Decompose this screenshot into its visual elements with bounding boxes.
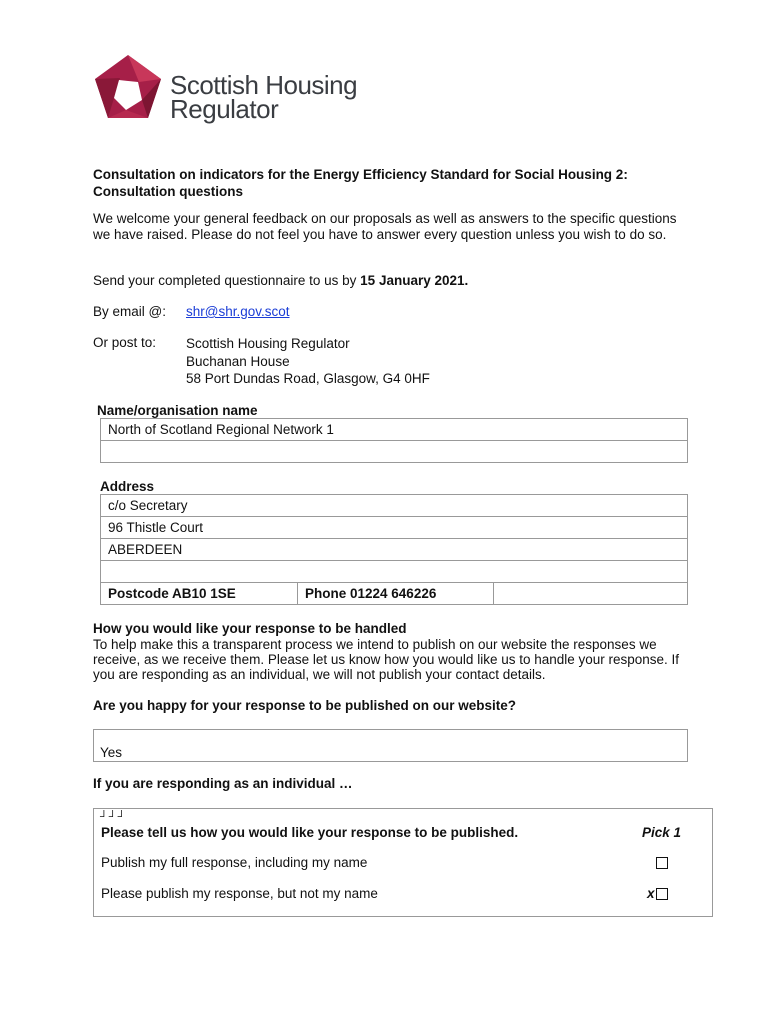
- title-line1: Consultation on indicators for the Energy Efficiency Standard for Social Housing 2:: [93, 167, 628, 182]
- glyph-artifacts: ┘┘┘: [100, 811, 127, 823]
- email-label: By email @:: [93, 304, 166, 319]
- option-anonymous-choice[interactable]: [647, 886, 668, 901]
- logo-text-line2: Regulator: [170, 94, 279, 124]
- address-line-field[interactable]: [101, 561, 687, 583]
- deadline-text: [93, 273, 693, 289]
- postcode-field[interactable]: Postcode AB10 1SE: [101, 583, 298, 605]
- logo-text-line1: Scottish Housing: [170, 70, 358, 100]
- publish-answer-value: Yes: [100, 745, 123, 760]
- deadline-date: 15 January 2021.: [360, 273, 469, 288]
- name-label: Name/organisation name: [97, 403, 258, 418]
- individual-options-box: [93, 808, 713, 917]
- address-label: Address: [100, 479, 155, 494]
- address-line: Buchanan House: [186, 353, 290, 369]
- checkbox-icon[interactable]: [656, 888, 668, 900]
- option-full-choice[interactable]: [647, 855, 668, 870]
- page-title: [93, 166, 693, 200]
- deadline-prefix: Send your completed questionnaire to us by: [93, 273, 361, 288]
- checkbox-icon[interactable]: [656, 857, 668, 869]
- handling-heading: How you would like your response to be handled: [93, 621, 407, 636]
- option-full-label: Publish my full response, including my name: [101, 855, 368, 870]
- title-line2: Consultation questions: [93, 184, 243, 199]
- extra-field[interactable]: [494, 583, 687, 605]
- post-label: Or post to:: [93, 335, 157, 350]
- name-field[interactable]: North of Scotland Regional Network 1: [101, 419, 687, 441]
- address-line-field[interactable]: 96 Thistle Court: [101, 517, 687, 539]
- postcode-phone-row: [101, 583, 687, 605]
- individual-prompt: Please tell us how you would like your response to be published.: [101, 825, 519, 840]
- intro-text: We welcome your general feedback on our proposals as well as answers to the specific questions we have raised. Please do not feel you have to answer every question unless you wish to do so.: [93, 211, 677, 242]
- address-line: Scottish Housing Regulator: [186, 336, 350, 351]
- publish-answer-field[interactable]: [93, 729, 688, 762]
- address-line-field[interactable]: ABERDEEN: [101, 539, 687, 561]
- name-field-box: [100, 418, 688, 463]
- email-link[interactable]: shr@shr.gov.scot: [186, 304, 290, 319]
- name-field-2[interactable]: [101, 441, 687, 463]
- address-line: 58 Port Dundas Road, Glasgow, G4 0HF: [186, 371, 430, 386]
- phone-field[interactable]: Phone 01224 646226: [298, 583, 494, 605]
- option-anonymous-mark: x: [647, 886, 655, 901]
- postal-address: [186, 335, 430, 388]
- address-line-field[interactable]: c/o Secretary: [101, 495, 687, 517]
- logo-mark-icon: [92, 52, 164, 124]
- individual-heading: If you are responding as an individual …: [93, 776, 353, 791]
- address-field-box: [100, 494, 688, 605]
- option-anonymous-label: Please publish my response, but not my name: [101, 886, 378, 901]
- handling-text: To help make this a transparent process we intend to publish on our website the responses we receive, as we receive them. Please let us know how you would like us to handle your response. If you are responding as an individual, we will not publish your contact details.: [93, 637, 680, 682]
- pick-label: Pick 1: [642, 825, 682, 840]
- publish-question: Are you happy for your response to be published on our website?: [93, 698, 517, 713]
